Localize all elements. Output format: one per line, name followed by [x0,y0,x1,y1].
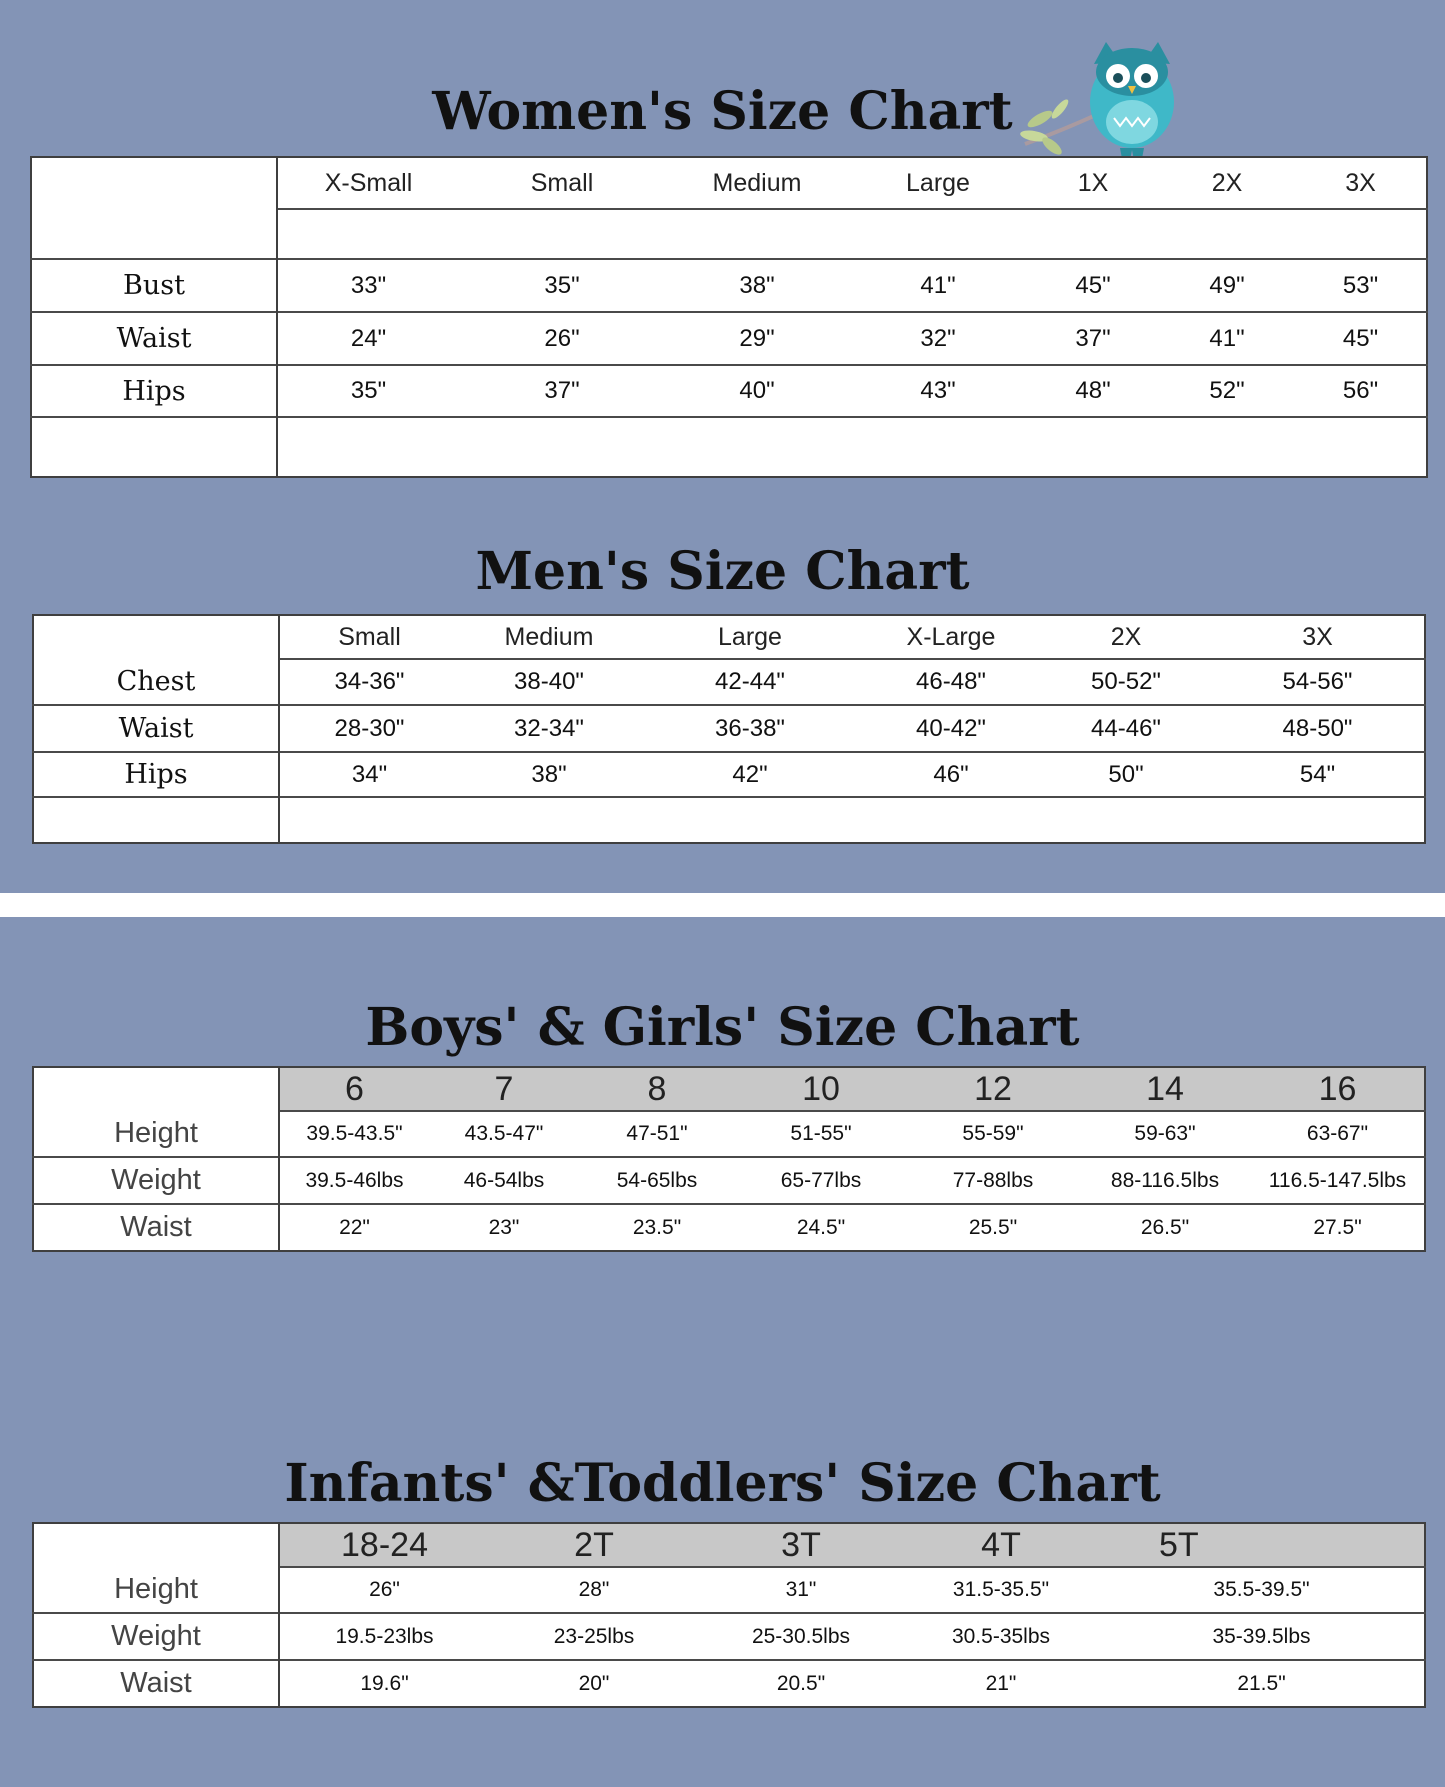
women-size-header: 3X [1345,168,1376,197]
women-cell: 29" [665,312,849,365]
men-size-header: X-Large [906,622,996,651]
men-cell: 50" [1041,752,1211,797]
women-cell: 32" [849,312,1027,365]
table-row [33,752,1425,797]
women-cell: 48" [1027,365,1159,417]
men-blank-row [279,797,1425,843]
kids-cell: 25.5" [907,1204,1079,1251]
women-row-label: Hips [31,365,277,417]
kids-cell: 59-63" [1079,1111,1251,1157]
table-row [33,659,1425,705]
men-row-label: Hips [33,752,279,797]
kids-cell: 39.5-46lbs [279,1157,429,1204]
kids-cell: 54-65lbs [579,1157,735,1204]
women-blank-label [31,417,277,477]
men-cell: 34" [279,752,459,797]
kids-chart-title: Boys' & Girls' Size Chart [365,997,1080,1058]
infants-cell: 19.6" [279,1660,489,1707]
kids-cell: 77-88lbs [907,1157,1079,1204]
kids-cell: 27.5" [1251,1204,1425,1251]
table-row [33,1613,1425,1660]
kids-size-header: 10 [735,1067,907,1111]
infants-cell: 35.5-39.5" [1099,1567,1425,1613]
kids-row-label: Height [33,1111,279,1157]
women-cell: 26" [459,312,665,365]
kids-cell: 47-51" [579,1111,735,1157]
women-size-table [30,156,1428,478]
table-row [33,1111,1425,1157]
kids-size-header: 12 [907,1067,1079,1111]
women-cell: 52" [1159,365,1295,417]
infants-cell: 21" [903,1660,1099,1707]
infants-size-header: 18-24 [279,1523,489,1567]
women-chart-title: Women's Size Chart [432,81,1013,142]
infants-cell: 20" [489,1660,699,1707]
kids-cell: 51-55" [735,1111,907,1157]
men-blank-label [33,797,279,843]
women-cell: 41" [849,259,1027,312]
kids-size-header: 8 [579,1067,735,1111]
women-cell: 49" [1159,259,1295,312]
men-cell: 28-30" [279,705,459,752]
women-size-header: Large [906,168,970,197]
kids-cell: 24.5" [735,1204,907,1251]
infants-cell: 30.5-35lbs [903,1613,1099,1660]
men-row-label: Waist [33,705,279,752]
table-row [33,1660,1425,1707]
men-cell: 42" [639,752,861,797]
women-header-blank [31,157,277,259]
table-row [33,1204,1425,1251]
infants-chart-title: Infants' &Toddlers' Size Chart [284,1453,1161,1514]
kids-cell: 116.5-147.5lbs [1251,1157,1425,1204]
infants-size-header: 3T [699,1523,903,1567]
infants-cell: 26" [279,1567,489,1613]
women-cell: 35" [277,365,459,417]
men-cell: 48-50" [1211,705,1425,752]
men-cell: 36-38" [639,705,861,752]
men-cell: 46-48" [861,659,1041,705]
kids-row-label: Waist [33,1204,279,1251]
men-cell: 32-34" [459,705,639,752]
women-size-header: Small [530,168,594,197]
kids-cell: 22" [279,1204,429,1251]
section-divider [0,893,1445,917]
kids-cell: 23" [429,1204,579,1251]
women-cell: 38" [665,259,849,312]
women-cell: 43" [849,365,1027,417]
kids-cell: 26.5" [1079,1204,1251,1251]
infants-cell: 20.5" [699,1660,903,1707]
infants-size-header: 5T [1099,1523,1425,1567]
men-cell: 44-46" [1041,705,1211,752]
women-row-label: Waist [31,312,277,365]
infants-row-label: Waist [33,1660,279,1707]
women-size-header: Medium [712,168,802,197]
men-cell: 38" [459,752,639,797]
women-size-header: X-Small [324,168,413,197]
kids-cell: 65-77lbs [735,1157,907,1204]
men-cell: 42-44" [639,659,861,705]
men-cell: 34-36" [279,659,459,705]
kids-size-header: 14 [1079,1067,1251,1111]
kids-row-label: Weight [33,1157,279,1204]
kids-size-header: 7 [429,1067,579,1111]
infants-cell: 31" [699,1567,903,1613]
women-row-label: Bust [31,259,277,312]
women-cell: 37" [459,365,665,417]
men-chart-title: Men's Size Chart [475,541,970,602]
infants-cell: 35-39.5lbs [1099,1613,1425,1660]
men-header-blank [33,615,279,659]
infants-size-header: 4T [903,1523,1099,1567]
infants-cell: 25-30.5lbs [699,1613,903,1660]
women-cell: 40" [665,365,849,417]
kids-cell: 43.5-47" [429,1111,579,1157]
kids-cell: 63-67" [1251,1111,1425,1157]
women-size-header: 2X [1211,168,1243,197]
kids-size-header: 16 [1251,1067,1425,1111]
women-blank-row [277,417,1427,477]
kids-size-table [32,1066,1426,1252]
men-size-table [32,614,1426,844]
table-row [31,312,1427,365]
kids-cell: 39.5-43.5" [279,1111,429,1157]
infants-cell: 31.5-35.5" [903,1567,1099,1613]
men-cell: 50-52" [1041,659,1211,705]
infants-cell: 19.5-23lbs [279,1613,489,1660]
women-cell: 56" [1295,365,1427,417]
men-size-header: Small [338,622,401,651]
infants-cell: 23-25lbs [489,1613,699,1660]
women-cell: 45" [1295,312,1427,365]
women-cell: 45" [1027,259,1159,312]
men-cell: 54-56" [1211,659,1425,705]
infants-size-header: 2T [489,1523,699,1567]
kids-cell: 55-59" [907,1111,1079,1157]
kids-cell: 88-116.5lbs [1079,1157,1251,1204]
men-cell: 46" [861,752,1041,797]
men-size-header: Medium [504,622,594,651]
infants-cell: 28" [489,1567,699,1613]
men-size-header: 2X [1110,622,1142,651]
women-cell: 53" [1295,259,1427,312]
infants-size-table [32,1522,1426,1708]
table-row [31,365,1427,417]
women-cell: 37" [1027,312,1159,365]
infants-cell: 21.5" [1099,1660,1425,1707]
women-cell: 35" [459,259,665,312]
men-size-header: 3X [1302,622,1333,651]
table-row [31,259,1427,312]
table-row [33,1567,1425,1613]
infants-row-label: Height [33,1567,279,1613]
table-row [33,705,1425,752]
women-spacer-row [277,209,1427,259]
men-cell: 38-40" [459,659,639,705]
women-size-header: 1X [1077,168,1109,197]
infants-row-label: Weight [33,1613,279,1660]
kids-size-header: 6 [279,1067,429,1111]
men-row-label: Chest [33,659,279,705]
men-cell: 40-42" [861,705,1041,752]
men-size-header: Large [718,622,782,651]
women-cell: 33" [277,259,459,312]
table-row [33,1157,1425,1204]
kids-cell: 46-54lbs [429,1157,579,1204]
women-cell: 41" [1159,312,1295,365]
kids-cell: 23.5" [579,1204,735,1251]
kids-header-blank [33,1067,279,1111]
infants-header-blank [33,1523,279,1567]
men-cell: 54" [1211,752,1425,797]
women-cell: 24" [277,312,459,365]
